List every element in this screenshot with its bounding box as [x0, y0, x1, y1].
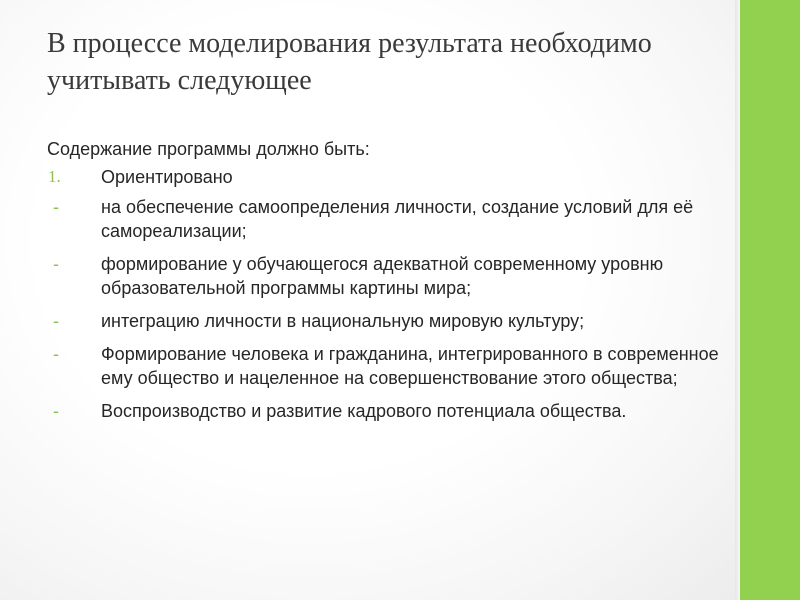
list-item-text: интеграцию личности в национальную мировую культуру;	[101, 311, 585, 331]
dash-bullet: -	[53, 311, 59, 331]
dash-list-item	[47, 399, 727, 423]
dash-list-item	[47, 309, 727, 333]
dash-list-item	[47, 195, 727, 243]
numbered-list-item	[47, 165, 727, 189]
list-item-text: формирование у обучающегося адекватной современному уровню образовательной программы картины мира;	[101, 254, 664, 298]
dash-bullet: -	[53, 344, 59, 364]
dash-bullet: -	[53, 401, 59, 421]
list-item-text: Воспроизводство и развитие кадрового потенциала общества.	[101, 401, 627, 421]
list-item-text: Формирование человека и гражданина, интегрированного в современное ему общество и нацеленное на совершенствование этого общества;	[101, 344, 719, 388]
list-item-text: на обеспечение самоопределения личности, создание условий для её самореализации;	[101, 197, 694, 241]
slide-content	[47, 137, 727, 432]
list-number: 1.	[48, 167, 61, 186]
slide-title: В процессе моделирования результата необходимо учитывать следующее	[47, 28, 652, 96]
dash-list-item	[47, 252, 727, 300]
dash-list-item	[47, 342, 727, 390]
accent-bar	[740, 0, 800, 600]
dash-bullet: -	[53, 254, 59, 274]
dash-bullet: -	[53, 197, 59, 217]
intro-text: Содержание программы должно быть:	[47, 139, 370, 159]
list-item-text: Ориентировано	[101, 167, 233, 187]
